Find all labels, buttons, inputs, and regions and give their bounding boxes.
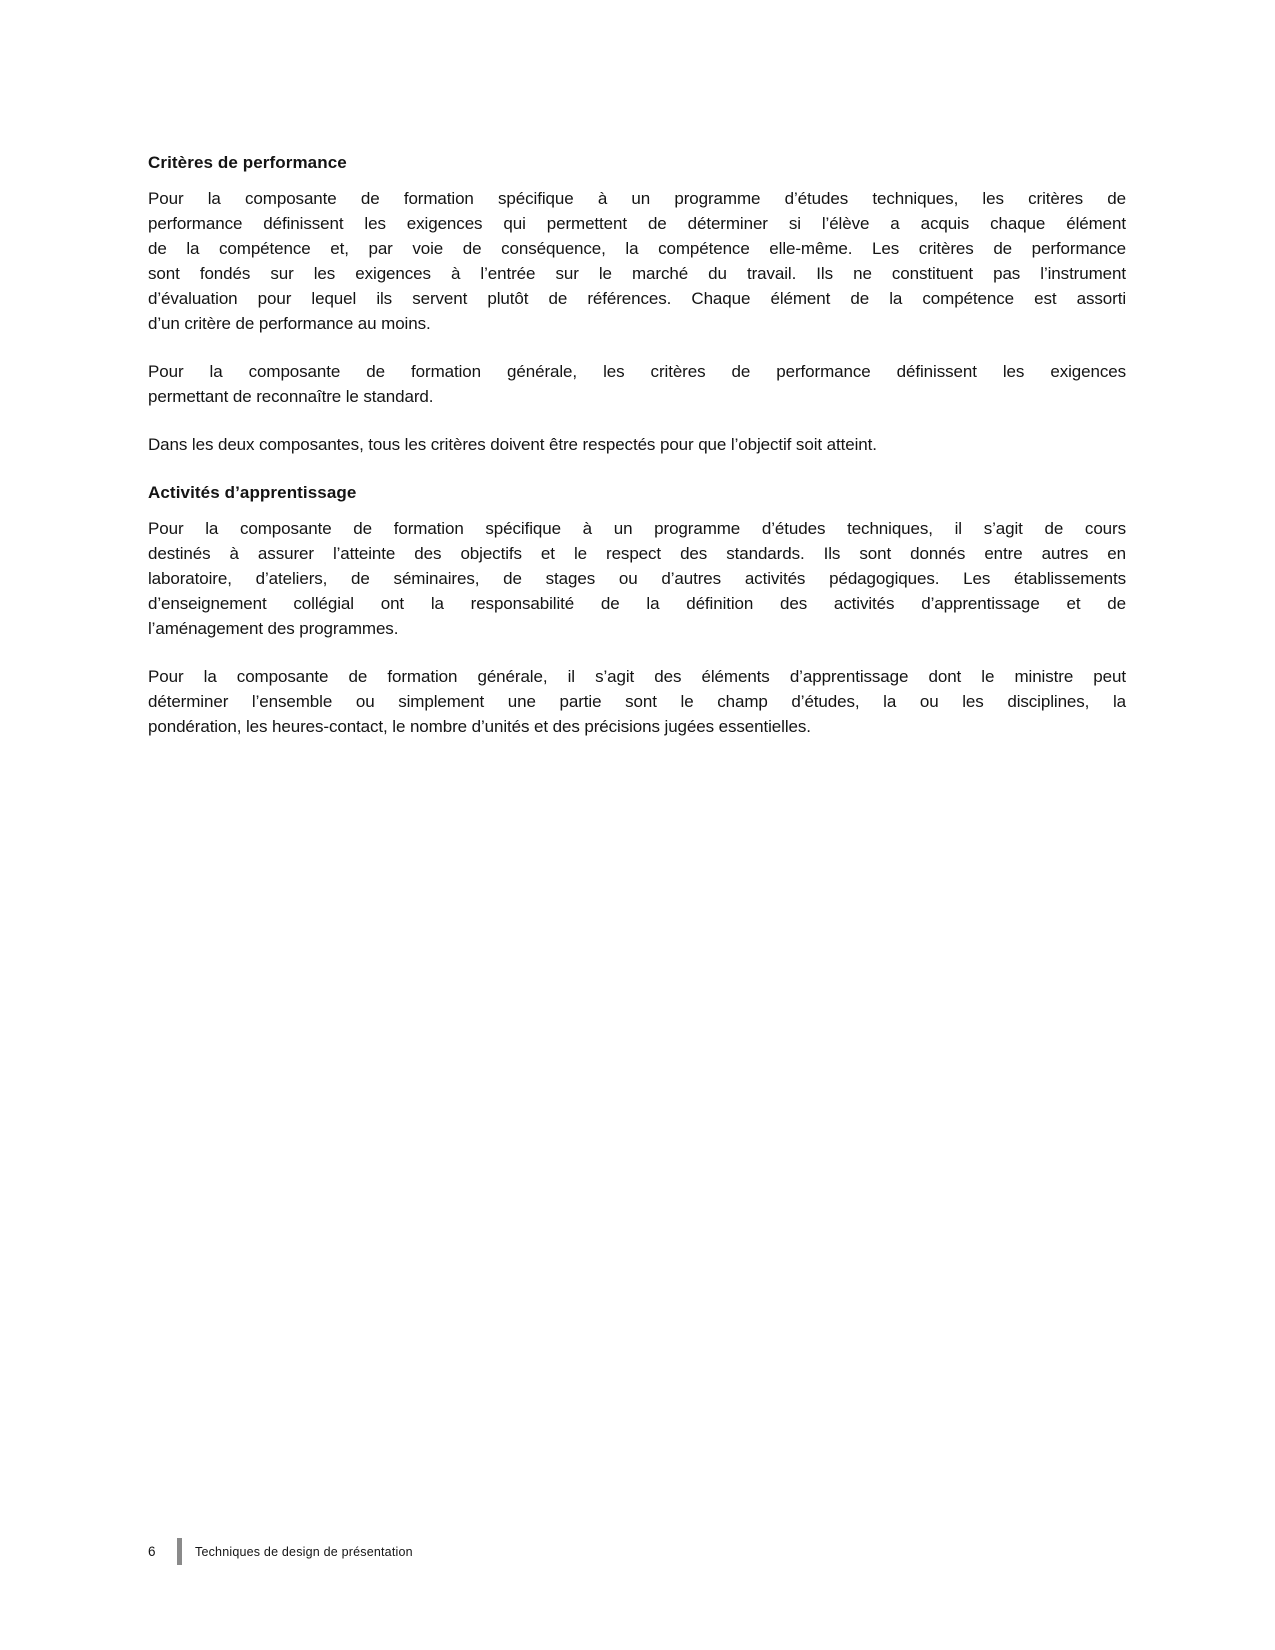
text-line: déterminer l’ensemble ou simplement une partie sont le champ d’études, la ou les disciplines, la [148,692,1126,711]
section-activites-d-apprentissage [148,480,1126,739]
text-line: laboratoire, d’ateliers, de séminaires, de stages ou d’autres activités pédagogiques. Les établissements [148,569,1126,588]
text-line: permettant de reconnaître le standard. [148,387,434,406]
text-line: Pour la composante de formation générale, il s’agit des éléments d’apprentissage dont le ministre peut [148,667,1126,686]
text-line: d’évaluation pour lequel ils servent plutôt de références. Chaque élément de la compétence est assorti [148,289,1126,308]
text-line: l’aménagement des programmes. [148,619,399,638]
footer-divider-bar [177,1538,182,1565]
paragraph [148,664,1126,739]
paragraph [148,516,1126,641]
text-line: de la compétence et, par voie de conséquence, la compétence elle-même. Les critères de performance [148,239,1126,258]
document-body [148,150,1126,762]
text-line: Pour la composante de formation spécifique à un programme d’études techniques, il s’agit de cours [148,519,1126,538]
text-line: destinés à assurer l’atteinte des objectifs et le respect des standards. Ils sont donnés entre autres en [148,544,1126,563]
page-footer [148,1538,413,1565]
text-line: Dans les deux composantes, tous les critères doivent être respectés pour que l’objectif soit atteint. [148,435,877,454]
page-number: 6 [148,1544,156,1559]
text-line: sont fondés sur les exigences à l’entrée sur le marché du travail. Ils ne constituent pas l’instrument [148,264,1126,283]
text-line: pondération, les heures-contact, le nombre d’unités et des précisions jugées essentielles. [148,717,811,736]
section-criteres-de-performance [148,150,1126,457]
paragraph [148,432,1126,457]
text-line: Pour la composante de formation spécifique à un programme d’études techniques, les critères de [148,189,1126,208]
paragraph [148,359,1126,409]
footer-doc-title: Techniques de design de présentation [195,1544,413,1559]
text-line: performance définissent les exigences qui permettent de déterminer si l’élève a acquis chaque élément [148,214,1126,233]
text-line: d’un critère de performance au moins. [148,314,431,333]
section-heading-activites-d-apprentissage: Activités d’apprentissage [148,483,357,502]
paragraph [148,186,1126,336]
section-heading-criteres-de-performance: Critères de performance [148,153,347,172]
text-line: d’enseignement collégial ont la responsabilité de la définition des activités d’apprentissage et de [148,594,1126,613]
text-line: Pour la composante de formation générale, les critères de performance définissent les exigences [148,362,1126,381]
